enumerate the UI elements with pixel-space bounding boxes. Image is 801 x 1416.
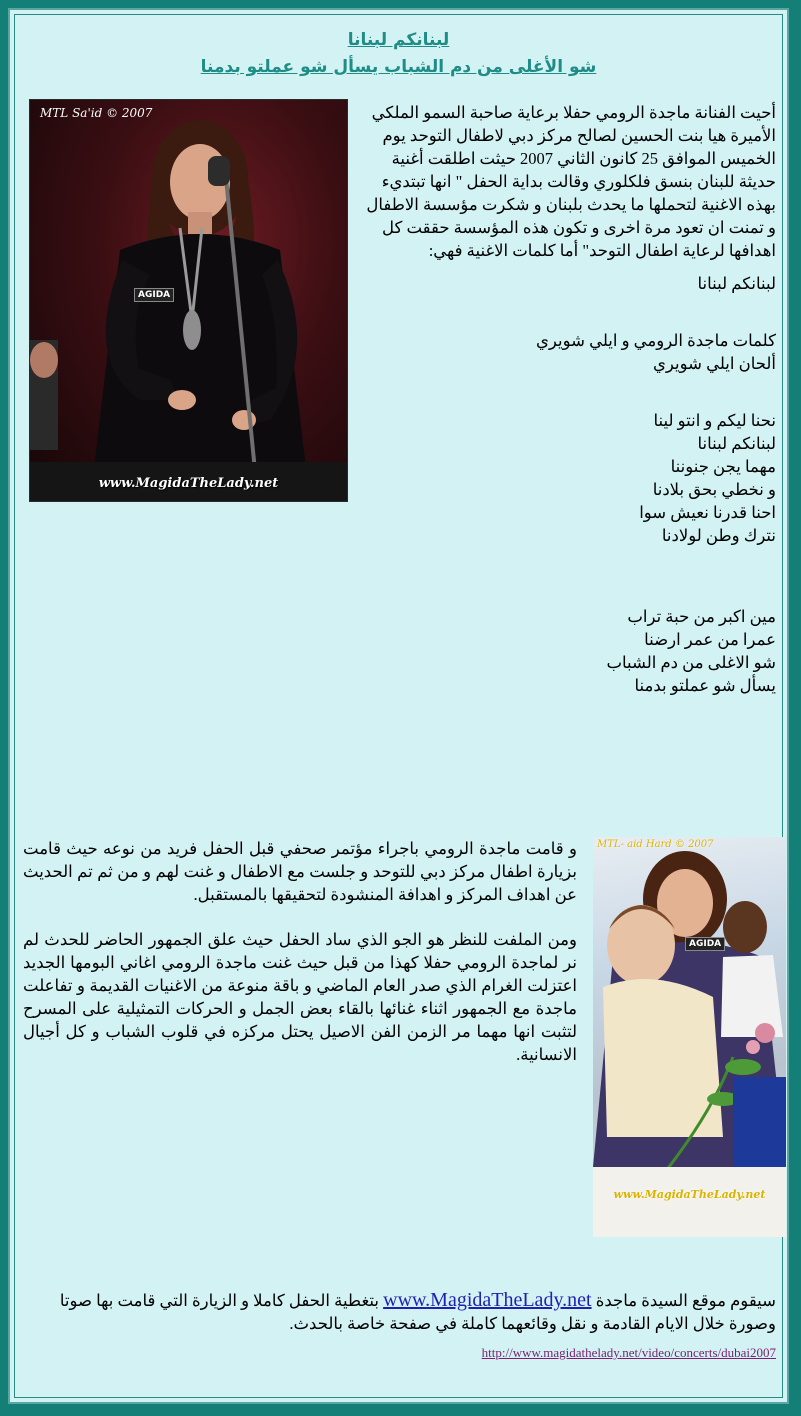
- lyrics-credit: كلمات ماجدة الرومي و ايلي شويري: [535, 331, 776, 350]
- photo1-watermark-top: MTL Sa'id © 2007: [40, 106, 153, 120]
- verse-line: و نخطي بحق بلادنا: [652, 480, 776, 499]
- page-frame: [8, 8, 789, 1404]
- verse-line: شو الاغلى من دم الشباب: [606, 653, 776, 672]
- singer-illustration: [30, 100, 347, 501]
- music-credit: ألحان ايلي شويري: [652, 354, 776, 373]
- photo2-watermark-bottom: www.MagidaTheLady.net: [613, 1188, 766, 1201]
- closing-text-after: بتغطية الحفل كاملا و الزيارة التي قامت بها صوتا وصورة خلال الايام القادمة و نقل وقائعهما كاملة في صفحة خاصة بالحدث.: [59, 1291, 776, 1333]
- title-line-1: لبنانكم لبنانا: [347, 30, 450, 50]
- verse-line: مهما يجن جنوننا: [670, 457, 776, 476]
- page-title: [15, 27, 782, 81]
- song-title: لبنانكم لبنانا: [697, 274, 776, 293]
- song-credits: [355, 329, 776, 375]
- content-border: [14, 14, 783, 1398]
- verse-line: لبنانكم لبنانا: [697, 434, 776, 453]
- verse-line: مين اكبر من حبة تراب: [627, 607, 776, 626]
- photo1-watermark-bottom: www.MagidaTheLady.net: [98, 476, 279, 491]
- singer-with-children-photo: [593, 837, 786, 1237]
- closing-paragraph: [23, 1289, 776, 1335]
- website-link[interactable]: www.MagidaTheLady.net: [383, 1289, 592, 1311]
- press-conference-paragraph: و قامت ماجدة الرومي باجراء مؤتمر صحفي قبل الحفل فريد من نوعه حيث قامت بزيارة اطفال مركز دبي للتوحد و جلست مع الاطفال و غنت لهم و من ثم تم الحديث عن اهداف المركز و اهدافة المنشودة لتحقيقها بالمستقبل.: [23, 839, 577, 904]
- lyrics-verse-1: [355, 409, 776, 547]
- verse-line: نترك وطن لولادنا: [661, 526, 776, 545]
- singer-stage-photo: [29, 99, 348, 502]
- concert-atmosphere-paragraph: ومن الملفت للنظر هو الجو الذي ساد الحفل حيث علق الجمهور الحاضر للحدث لم نر لماجدة الرومي حفلا كهذا من قبل حيث غنت ماجدة الرومي اغاني البومها الجديد اعتزلت الغرام الذي صدر العام الماضي و باقة منوعة من الاغنيات القديمة و تفاعلت ماجدة مع الجمهور اثناء غنائها بالقاء بعض الجمل و الحركات التمثيلية على المسرح لتثبت انها مهما مر الزمن الفن الاصيل يحتل مركزه في قلوب الشباب و كل أجيال الانسانية.: [23, 930, 577, 1064]
- agida-logo: AGIDA: [685, 937, 725, 951]
- video-url-link[interactable]: http://www.magidathelady.net/video/concerts/dubai2007: [481, 1345, 776, 1360]
- article-visit-section: [23, 837, 577, 1066]
- agida-logo: AGIDA: [134, 288, 174, 302]
- article-intro-and-lyrics: [355, 101, 776, 697]
- lyrics-verse-2: [355, 605, 776, 697]
- photo2-watermark-top: MTL- aid Hard © 2007: [597, 839, 714, 850]
- verse-line: عمرا من عمر ارضنا: [644, 630, 776, 649]
- verse-line: نحنا ليكم و انتو لينا: [653, 411, 776, 430]
- intro-paragraph: أحيت الفنانة ماجدة الرومي حفلا برعاية صاحبة السمو الملكي الأميرة هيا بنت الحسين لصالح مركز دبي لاطفال التوحد يوم الخميس الموافق 25 كانون الثاني 2007 حيثت اطلقت أغنية حديثة للبنان بنسق فلكلوري وقالت بداية الحفل " انها تبتديء بهذه الاغنية لتحملها ما يحدث بلبنان و شكرت مؤسسة الاطفال و تمنت ان تعود مرة اخرى و تكون هذه المؤسسة حققت كل اهدافها لرعاية اطفال التوحد" أما كلمات الاغنية فهي:: [366, 103, 776, 260]
- children-illustration: [593, 837, 786, 1237]
- closing-text-before: سيقوم موقع السيدة ماجدة: [595, 1291, 776, 1310]
- verse-line: احنا قدرنا نعيش سوا: [639, 503, 776, 522]
- title-line-2: شو الأغلى من دم الشباب يسأل شو عملتو بدمنا: [200, 57, 597, 77]
- verse-line: يسأل شو عملتو بدمنا: [634, 676, 776, 695]
